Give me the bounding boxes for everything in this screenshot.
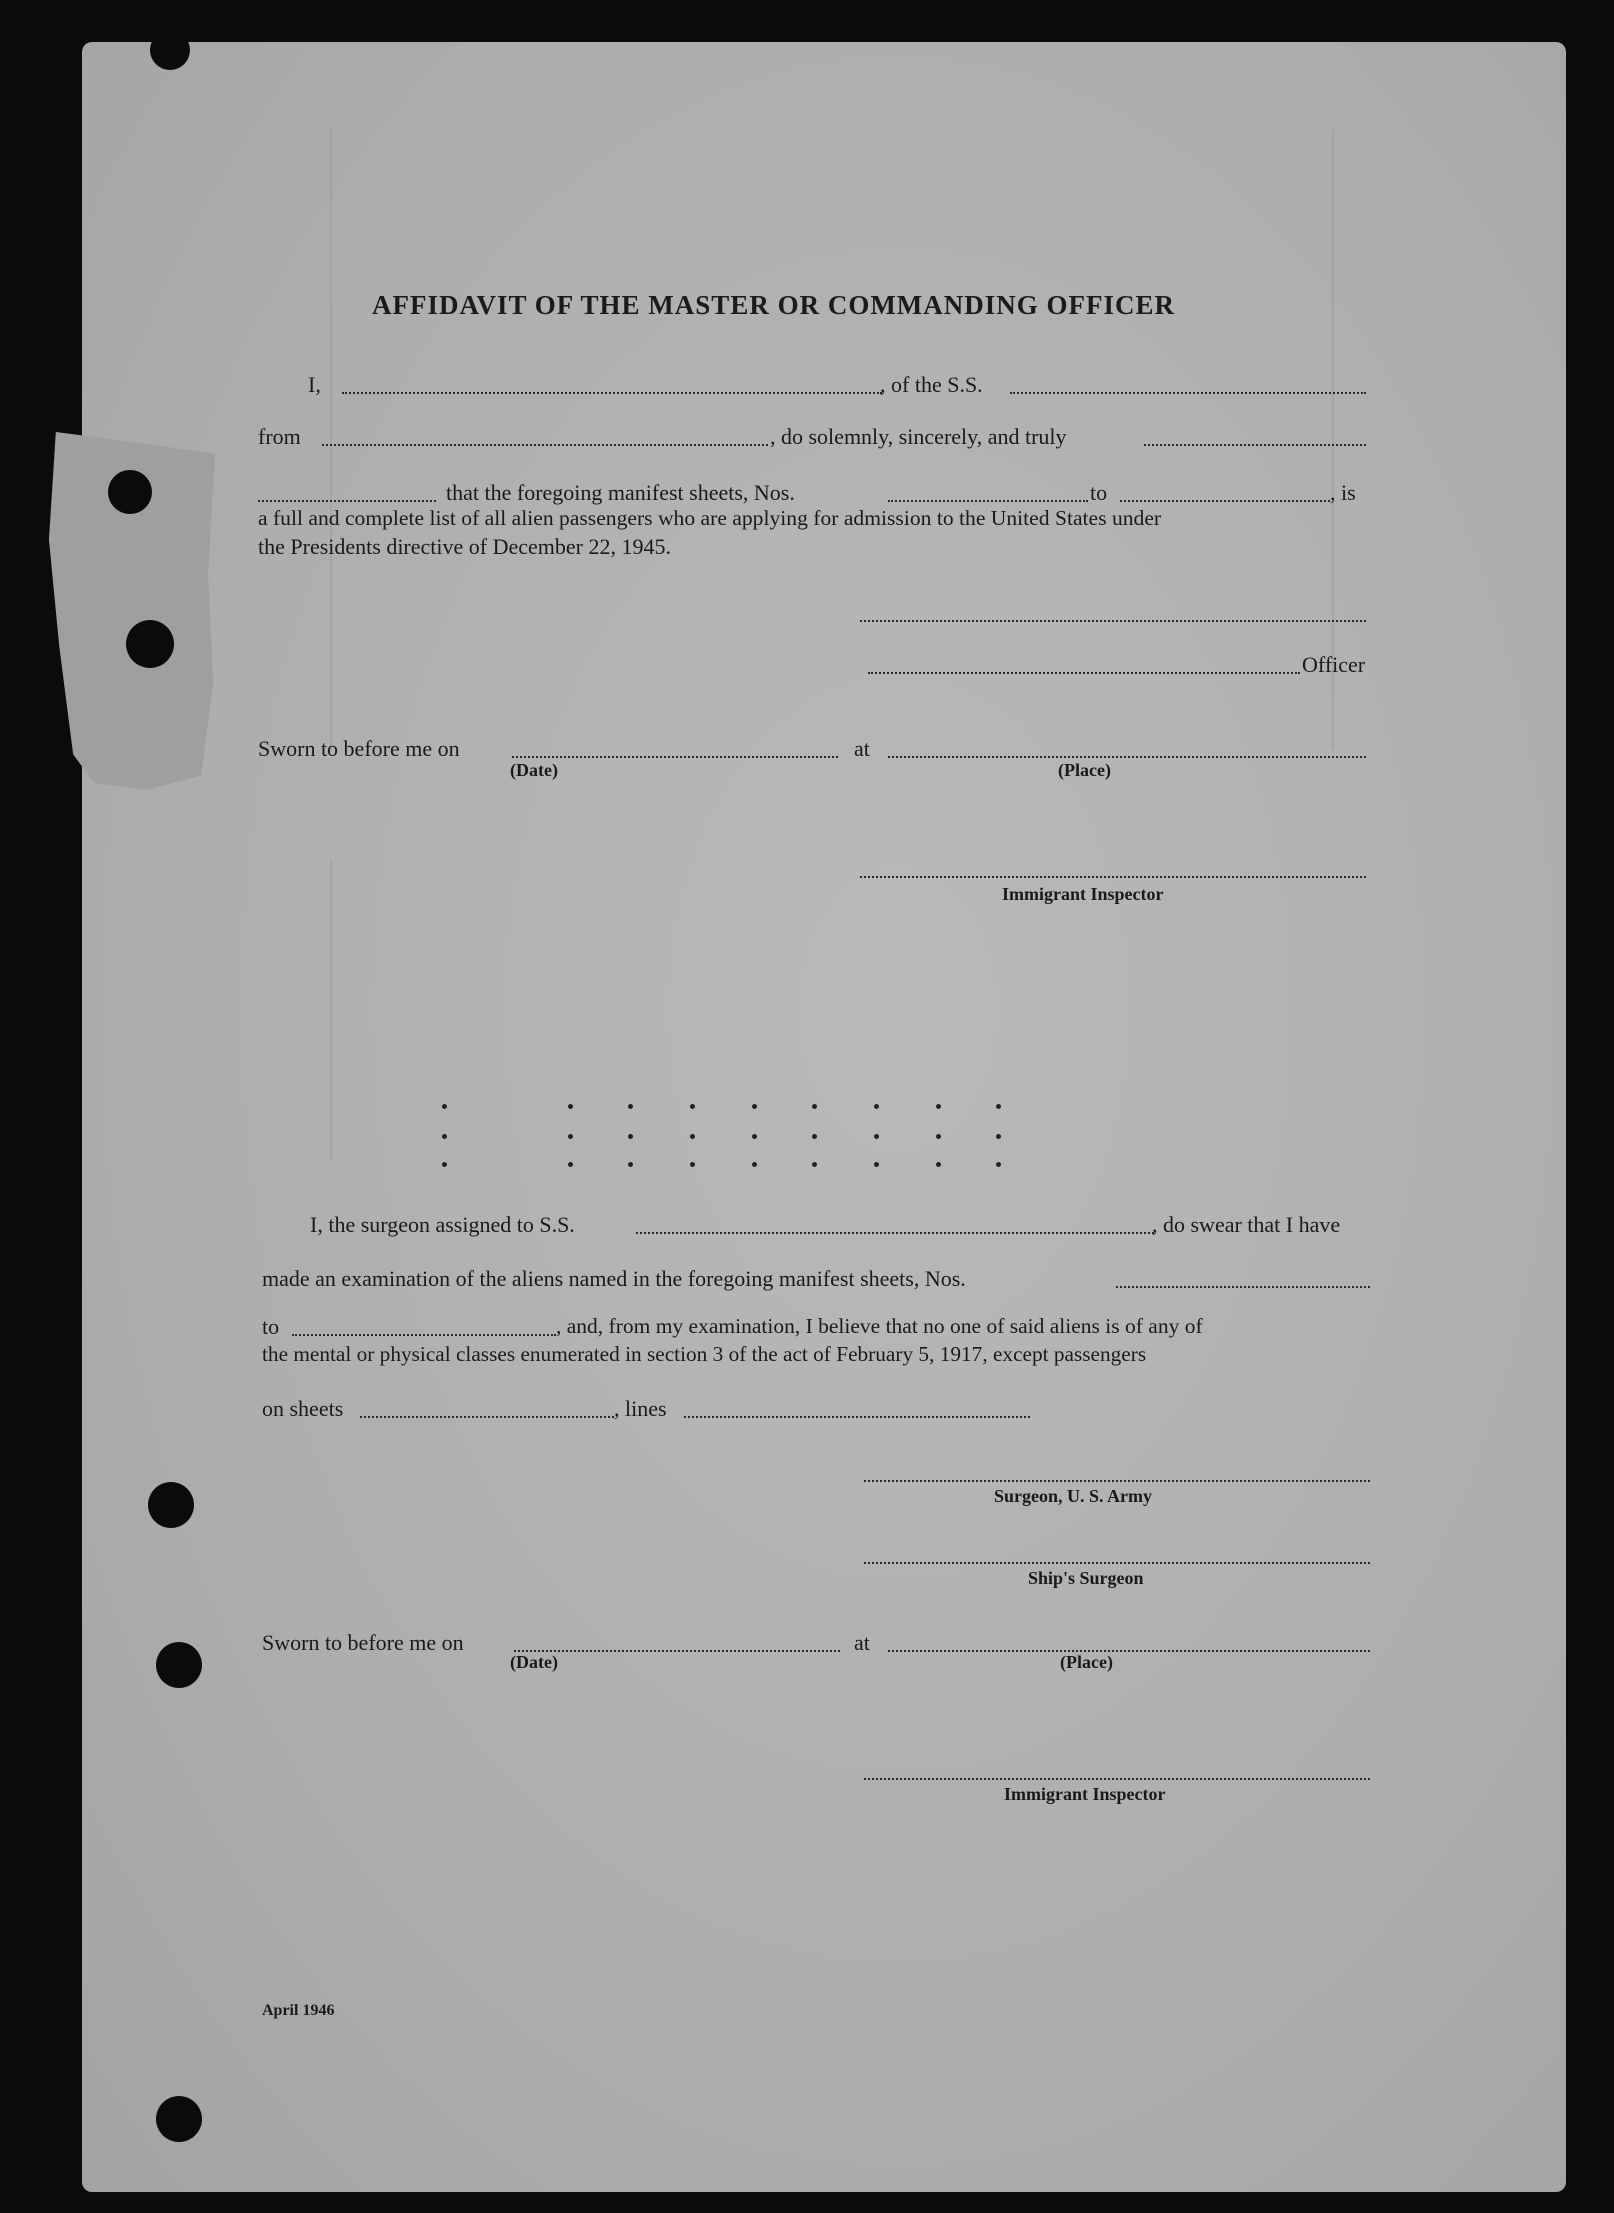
master-name-field: [342, 392, 882, 394]
punch-hole-middle: [148, 1482, 194, 1528]
master-line-4: a full and complete list of all alien passengers who are applying for admission to the United States under: [258, 506, 1162, 530]
bleed-dot: [628, 1104, 633, 1109]
bleed-dot: [874, 1134, 879, 1139]
master-sworn-date-field: [512, 756, 838, 758]
surgeon-date-caption: (Date): [510, 1652, 558, 1672]
bleed-dot: [752, 1104, 757, 1109]
master-oath-field-2: [258, 500, 436, 502]
bleed-dot: [568, 1134, 573, 1139]
ship-surgeon-signature-line: [864, 1562, 1370, 1564]
master-foregoing-label: that the foregoing manifest sheets, Nos.: [446, 480, 795, 505]
bleed-dot: [996, 1134, 1001, 1139]
bleed-dot: [442, 1104, 447, 1109]
master-of-ss-label: , of the S.S.: [880, 372, 983, 397]
surgeon-lines-label: , lines: [614, 1396, 667, 1421]
bleed-dot: [874, 1162, 879, 1167]
surgeon-sworn-date-field: [514, 1650, 840, 1652]
master-to-label: to: [1090, 480, 1108, 505]
master-place-caption: (Place): [1058, 760, 1111, 780]
surgeon-line-2: made an examination of the aliens named in the foregoing manifest sheets, Nos.: [262, 1266, 966, 1291]
master-ship-field: [1010, 392, 1366, 394]
surgeon-at-label: at: [854, 1630, 870, 1655]
master-signature-line: [860, 620, 1366, 622]
army-surgeon-label: Surgeon, U. S. Army: [994, 1486, 1153, 1506]
punch-hole-flap-1: [108, 470, 152, 514]
master-sworn-label: Sworn to before me on: [258, 736, 460, 761]
page-title: AFFIDAVIT OF THE MASTER OR COMMANDING OFFICER: [372, 290, 1176, 320]
master-inspector-signature-line: [860, 876, 1366, 878]
surgeon-lines-field: [684, 1416, 1030, 1418]
bleed-dot: [874, 1104, 879, 1109]
bleed-dot: [812, 1104, 817, 1109]
officer-signature-line: [868, 672, 1300, 674]
master-from-field: [322, 444, 768, 446]
surgeon-sheets-field: [360, 1416, 614, 1418]
surgeon-inspector-label: Immigrant Inspector: [1004, 1784, 1166, 1804]
surgeon-place-caption: (Place): [1060, 1652, 1113, 1672]
form-date: April 1946: [262, 2002, 335, 2019]
bleed-dot: [812, 1134, 817, 1139]
master-solemnly-label: , do solemnly, sincerely, and truly: [770, 424, 1067, 449]
bleed-dot: [568, 1104, 573, 1109]
punch-hole-flap-2: [126, 620, 174, 668]
surgeon-sworn-place-field: [888, 1650, 1370, 1652]
surgeon-on-sheets-label: on sheets: [262, 1396, 344, 1421]
bleed-dot: [936, 1162, 941, 1167]
officer-label: Officer: [1302, 652, 1366, 677]
bleed-through-marks-lower: [330, 860, 1332, 1160]
surgeon-sheets-from-field: [1116, 1286, 1370, 1288]
bleed-dot: [996, 1104, 1001, 1109]
bleed-dot: [996, 1162, 1001, 1167]
bleed-dot: [936, 1104, 941, 1109]
bleed-dot: [628, 1162, 633, 1167]
punch-hole-lower: [156, 1642, 202, 1688]
master-inspector-label: Immigrant Inspector: [1002, 884, 1164, 904]
bleed-dot: [442, 1162, 447, 1167]
bleed-dot: [752, 1134, 757, 1139]
punch-hole-bottom: [156, 2096, 202, 2142]
bleed-dot: [690, 1162, 695, 1167]
master-from-label: from: [258, 424, 301, 449]
surgeon-sheets-to-field: [292, 1334, 556, 1336]
master-sheets-to-field: [1120, 500, 1330, 502]
master-i-label: I,: [308, 372, 321, 397]
bleed-dot: [690, 1104, 695, 1109]
master-date-caption: (Date): [510, 760, 558, 780]
bleed-dot: [936, 1134, 941, 1139]
surgeon-sworn-label: Sworn to before me on: [262, 1630, 464, 1655]
master-oath-field: [1144, 444, 1366, 446]
bleed-dot: [628, 1134, 633, 1139]
bleed-dot: [812, 1162, 817, 1167]
surgeon-line-3: , and, from my examination, I believe that no one of said aliens is of any of: [556, 1314, 1203, 1338]
master-sheets-from-field: [888, 500, 1088, 502]
surgeon-swear-label: , do swear that I have: [1152, 1212, 1341, 1237]
surgeon-line-4: the mental or physical classes enumerated in section 3 of the act of February 5, 1917, except passengers: [262, 1342, 1147, 1366]
master-is-label: , is: [1330, 480, 1356, 505]
surgeon-to-label: to: [262, 1314, 280, 1339]
bleed-dot: [568, 1162, 573, 1167]
bleed-dot: [442, 1134, 447, 1139]
bleed-dot: [690, 1134, 695, 1139]
ship-surgeon-label: Ship's Surgeon: [1028, 1568, 1144, 1588]
master-at-label: at: [854, 736, 870, 761]
master-sworn-place-field: [888, 756, 1366, 758]
surgeon-inspector-signature-line: [864, 1778, 1370, 1780]
surgeon-line-1: I, the surgeon assigned to S.S.: [310, 1212, 575, 1237]
surgeon-ship-field: [636, 1232, 1154, 1234]
army-surgeon-signature-line: [864, 1480, 1370, 1482]
bleed-dot: [752, 1162, 757, 1167]
punch-hole-top: [150, 30, 190, 70]
master-line-5: the Presidents directive of December 22, 1945.: [258, 534, 671, 559]
